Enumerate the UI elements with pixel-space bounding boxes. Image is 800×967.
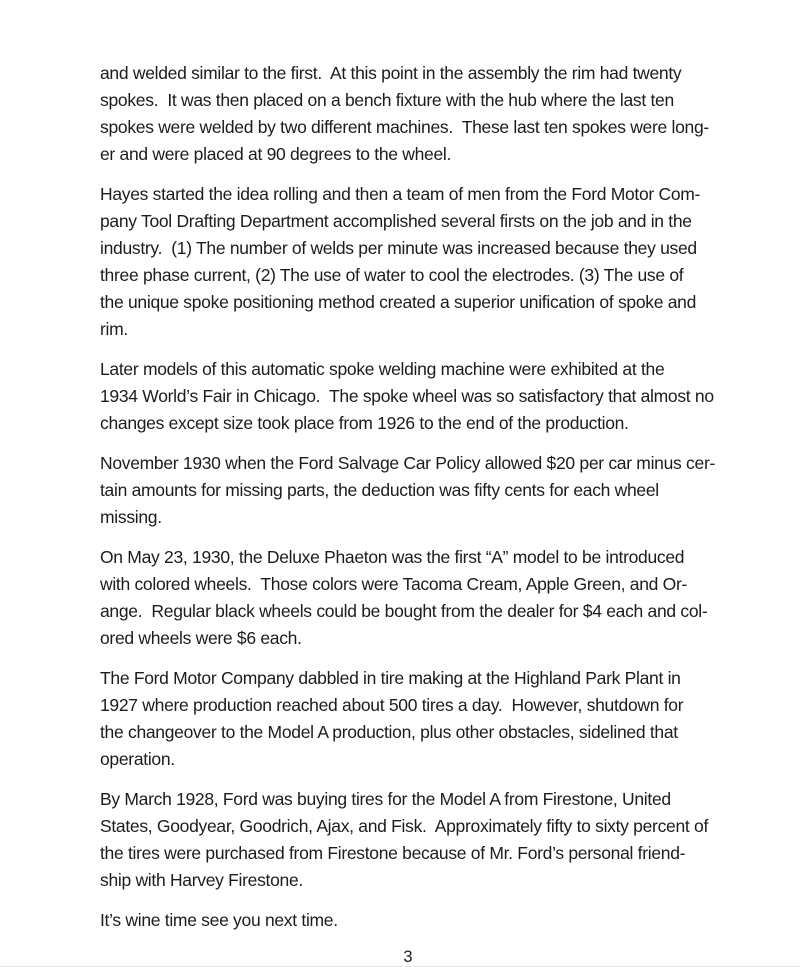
text-line: changes except size took place from 1926 to the end of the production. [100,413,629,433]
paragraph [100,544,716,652]
paragraph [100,786,716,894]
text-line: and welded similar to the first. At this point in the assembly the rim had twenty [100,63,682,83]
text-line: 1934 World’s Fair in Chicago. The spoke wheel was so satisfactory that almost no [100,386,714,406]
text-line: November 1930 when the Ford Salvage Car Policy allowed $20 per car minus cer- [100,453,715,473]
text-line: It’s wine time see you next time. [100,910,338,930]
text-line: ange. Regular black wheels could be bought from the dealer for $4 each and col- [100,601,708,621]
paragraph [100,665,716,773]
text-line: On May 23, 1930, the Deluxe Phaeton was the first “A” model to be introduced [100,547,685,567]
text-line: industry. (1) The number of welds per minute was increased because they used [100,238,697,258]
text-line: spokes were welded by two different machines. These last ten spokes were long- [100,117,709,137]
text-line: By March 1928, Ford was buying tires for the Model A from Firestone, United [100,789,671,809]
text-line: the tires were purchased from Firestone because of Mr. Ford’s personal friend- [100,843,686,863]
text-line: rim. [100,319,128,339]
text-line: States, Goodyear, Goodrich, Ajax, and Fisk. Approximately fifty to sixty percent of [100,816,709,836]
page-number: 3 [403,948,413,966]
text-line: missing. [100,507,162,527]
text-line: ship with Harvey Firestone. [100,870,303,890]
text-line: 1927 where production reached about 500 tires a day. However, shutdown for [100,695,684,715]
page-footer [100,947,716,967]
paragraph [100,450,716,531]
paragraph [100,356,716,437]
text-line: pany Tool Drafting Department accomplished several firsts on the job and in the [100,211,692,231]
text-line: three phase current, (2) The use of water to cool the electrodes. (3) The use of [100,265,684,285]
text-line: with colored wheels. Those colors were Tacoma Cream, Apple Green, and Or- [100,574,688,594]
paragraph [100,907,716,934]
text-line: Hayes started the idea rolling and then a team of men from the Ford Motor Com- [100,184,701,204]
text-line: the unique spoke positioning method created a superior unification of spoke and [100,292,697,312]
document-body [100,60,716,934]
text-line: operation. [100,749,175,769]
paragraph [100,181,716,343]
text-line: Later models of this automatic spoke welding machine were exhibited at the [100,359,665,379]
text-line: tain amounts for missing parts, the deduction was fifty cents for each wheel [100,480,659,500]
text-line: The Ford Motor Company dabbled in tire making at the Highland Park Plant in [100,668,681,688]
paragraph [100,60,716,168]
text-line: ored wheels were $6 each. [100,628,302,648]
text-line: the changeover to the Model A production, plus other obstacles, sidelined that [100,722,678,742]
text-line: spokes. It was then placed on a bench fixture with the hub where the last ten [100,90,674,110]
text-line: er and were placed at 90 degrees to the wheel. [100,144,452,164]
